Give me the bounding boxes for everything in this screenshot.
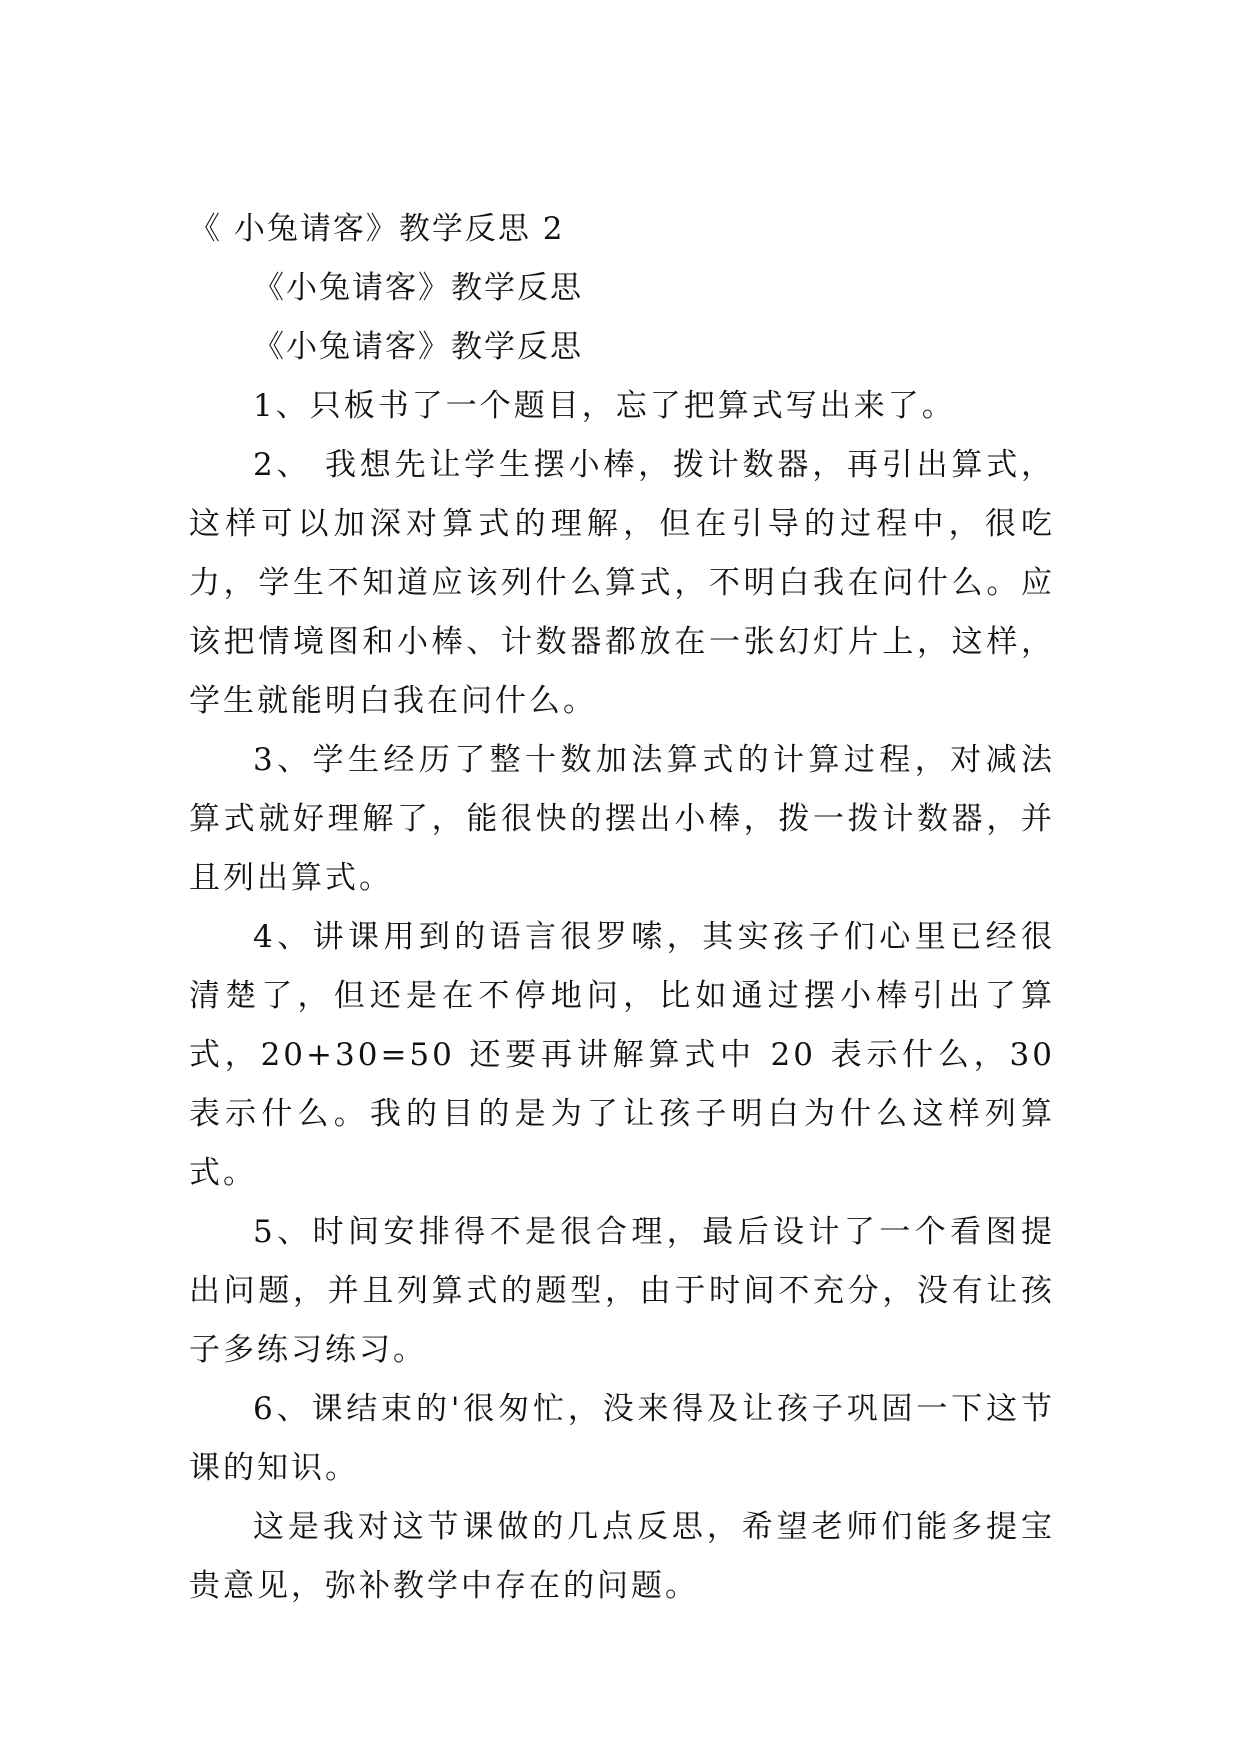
document-title: 《 小兔请客》教学反思 2 — [189, 211, 565, 247]
paragraph-5: 5、时间安排得不是很合理，最后设计了一个看图提出问题，并且列算式的题型，由于时间不充分，没有让孩子多练习练习。 — [189, 1214, 1055, 1368]
document-subtitle: 《小兔请客》教学反思 — [253, 270, 583, 306]
closing-paragraph: 这是我对这节课做的几点反思，希望老师们能多提宝贵意见，弥补教学中存在的问题。 — [189, 1509, 1055, 1604]
paragraph-2: 2、 我想先让学生摆小棒，拨计数器，再引出算式，这样可以加深对算式的理解，但在引导的过程中，很吃力，学生不知道应该列什么算式，不明白我在问什么。应该把情境图和小棒、计数器都放在一张幻灯片上，这样，学生就能明白我在问什么。 — [189, 447, 1055, 719]
paragraph-4: 4、讲课用到的语言很罗嗦，其实孩子们心里已经很清楚了，但还是在不停地问，比如通过摆小棒引出了算式，20+30=50 还要再讲解算式中 20 表示什么，30 表示什么。我的目的是为了让孩子明白为什么这样列算式。 — [189, 919, 1055, 1191]
paragraph-1: 1、只板书了一个题目，忘了把算式写出来了。 — [253, 388, 956, 424]
document-subtitle-repeat: 《小兔请客》教学反思 — [253, 329, 583, 365]
paragraph-3: 3、学生经历了整十数加法算式的计算过程，对减法算式就好理解了，能很快的摆出小棒，拨一拨计数器，并且列出算式。 — [189, 742, 1055, 896]
paragraph-6: 6、课结束的'很匆忙，没来得及让孩子巩固一下这节课的知识。 — [189, 1391, 1055, 1486]
document-body — [189, 200, 1055, 1616]
